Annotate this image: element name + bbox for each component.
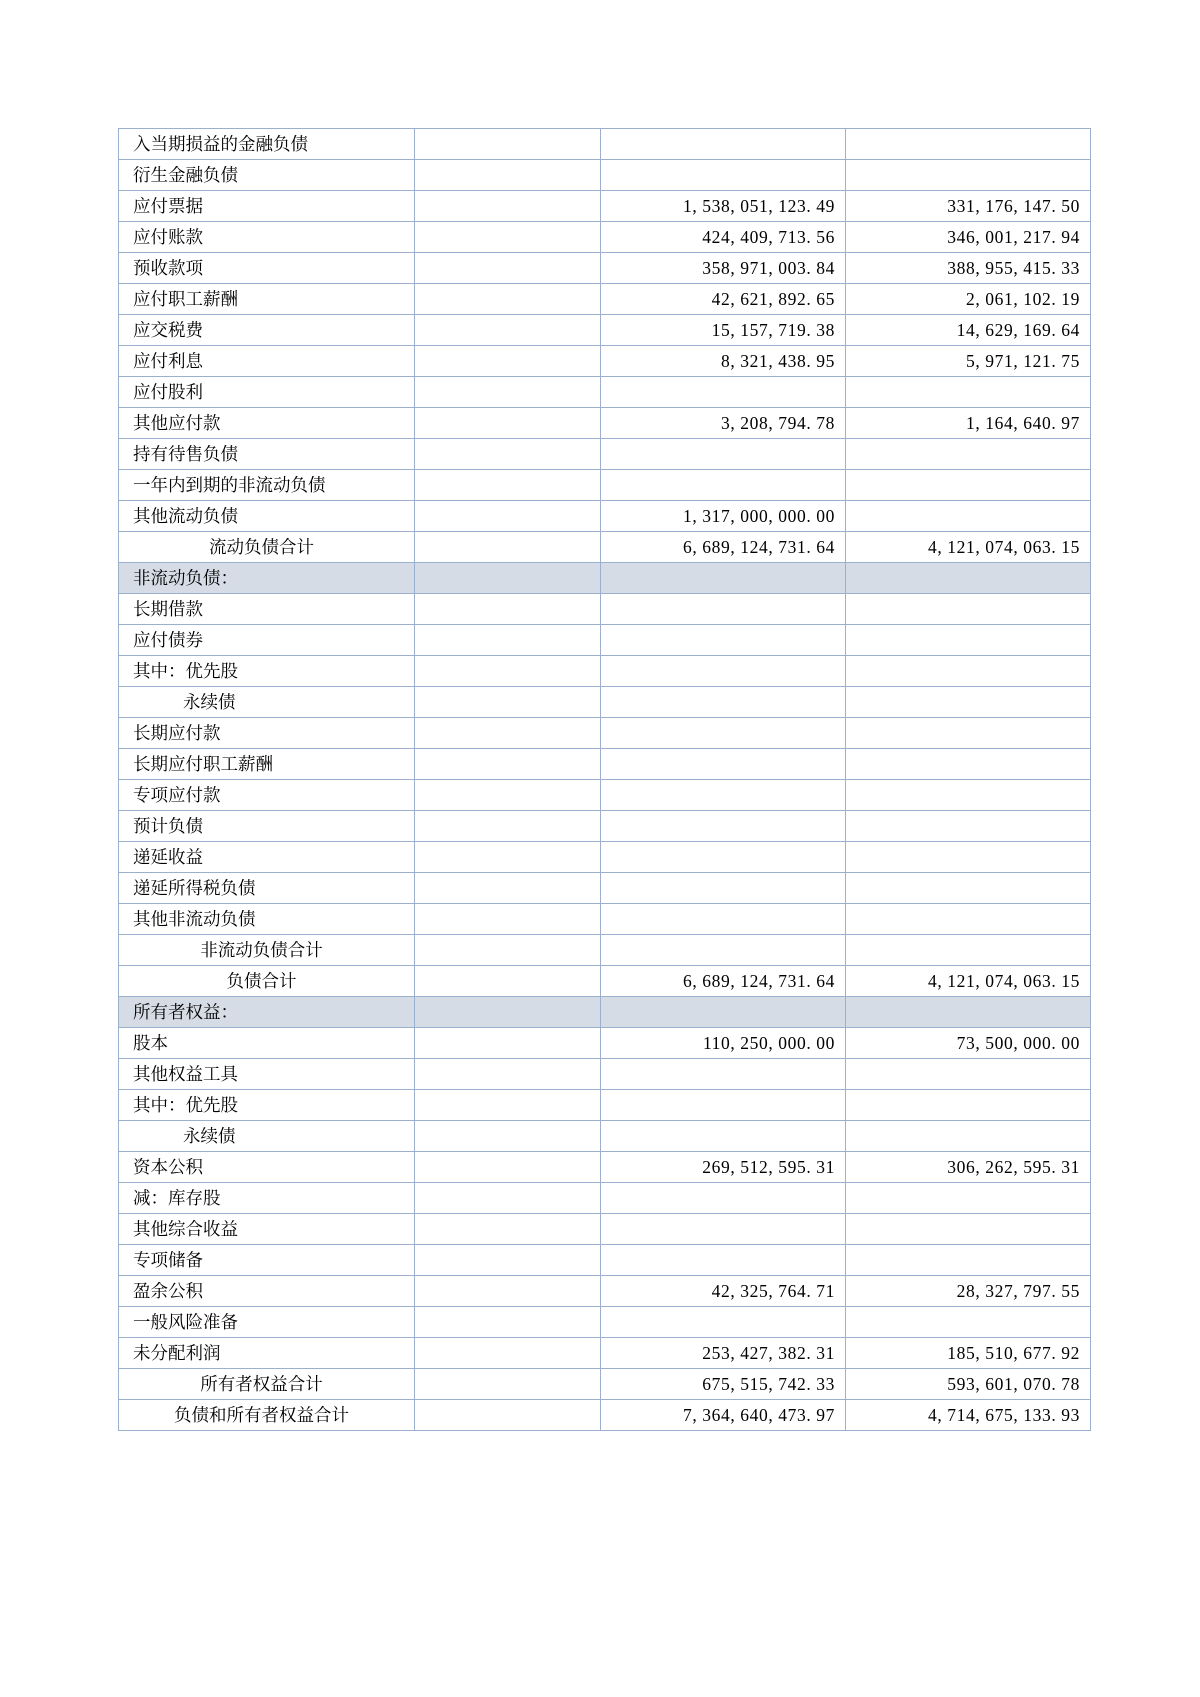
row-label: 其中：优先股	[119, 1090, 415, 1121]
row-note	[415, 191, 601, 222]
row-amount-previous: 4, 121, 074, 063. 15	[846, 966, 1091, 997]
row-label: 所有者权益合计	[119, 1369, 415, 1400]
table-row	[119, 284, 1091, 315]
row-amount-current: 269, 512, 595. 31	[601, 1152, 846, 1183]
row-amount-current	[601, 1090, 846, 1121]
row-note	[415, 811, 601, 842]
row-note	[415, 1307, 601, 1338]
table-row	[119, 873, 1091, 904]
row-amount-current: 42, 325, 764. 71	[601, 1276, 846, 1307]
table-row	[119, 315, 1091, 346]
row-amount-current: 7, 364, 640, 473. 97	[601, 1400, 846, 1431]
row-amount-current	[601, 625, 846, 656]
row-note	[415, 966, 601, 997]
row-label: 负债合计	[119, 966, 415, 997]
row-amount-previous	[846, 873, 1091, 904]
row-amount-current: 253, 427, 382. 31	[601, 1338, 846, 1369]
table-row	[119, 129, 1091, 160]
row-label: 盈余公积	[119, 1276, 415, 1307]
row-label: 应付职工薪酬	[119, 284, 415, 315]
row-note	[415, 873, 601, 904]
table-row	[119, 563, 1091, 594]
table-row	[119, 904, 1091, 935]
row-amount-current: 15, 157, 719. 38	[601, 315, 846, 346]
row-amount-previous: 388, 955, 415. 33	[846, 253, 1091, 284]
row-amount-current	[601, 1183, 846, 1214]
row-amount-current	[601, 997, 846, 1028]
table-row	[119, 1121, 1091, 1152]
row-note	[415, 470, 601, 501]
row-amount-previous	[846, 470, 1091, 501]
row-amount-previous: 4, 121, 074, 063. 15	[846, 532, 1091, 563]
row-amount-previous	[846, 718, 1091, 749]
table-row	[119, 1028, 1091, 1059]
table-row	[119, 408, 1091, 439]
row-amount-current	[601, 687, 846, 718]
row-label: 应交税费	[119, 315, 415, 346]
row-label: 非流动负债：	[119, 563, 415, 594]
table-row	[119, 1369, 1091, 1400]
row-note	[415, 718, 601, 749]
table-row	[119, 160, 1091, 191]
row-amount-current	[601, 749, 846, 780]
row-note	[415, 935, 601, 966]
table-row	[119, 377, 1091, 408]
table-row	[119, 253, 1091, 284]
row-note	[415, 1090, 601, 1121]
table-row	[119, 346, 1091, 377]
row-amount-previous: 5, 971, 121. 75	[846, 346, 1091, 377]
row-amount-previous: 73, 500, 000. 00	[846, 1028, 1091, 1059]
row-label: 其他流动负债	[119, 501, 415, 532]
row-note	[415, 656, 601, 687]
row-amount-previous	[846, 563, 1091, 594]
row-amount-previous	[846, 377, 1091, 408]
row-note	[415, 1121, 601, 1152]
row-note	[415, 749, 601, 780]
table-row	[119, 966, 1091, 997]
row-label: 递延所得税负债	[119, 873, 415, 904]
row-label: 应付票据	[119, 191, 415, 222]
table-row	[119, 935, 1091, 966]
table-row	[119, 439, 1091, 470]
row-amount-current	[601, 377, 846, 408]
row-label: 长期应付款	[119, 718, 415, 749]
row-label: 资本公积	[119, 1152, 415, 1183]
table-row	[119, 594, 1091, 625]
row-note	[415, 997, 601, 1028]
row-note	[415, 1059, 601, 1090]
row-amount-previous: 28, 327, 797. 55	[846, 1276, 1091, 1307]
table-row	[119, 501, 1091, 532]
row-label: 负债和所有者权益合计	[119, 1400, 415, 1431]
row-amount-previous: 4, 714, 675, 133. 93	[846, 1400, 1091, 1431]
row-amount-current	[601, 718, 846, 749]
row-amount-previous: 2, 061, 102. 19	[846, 284, 1091, 315]
row-amount-current	[601, 439, 846, 470]
row-amount-current: 6, 689, 124, 731. 64	[601, 532, 846, 563]
row-amount-current	[601, 1245, 846, 1276]
row-amount-previous: 346, 001, 217. 94	[846, 222, 1091, 253]
row-label: 未分配利润	[119, 1338, 415, 1369]
row-note	[415, 377, 601, 408]
row-amount-current	[601, 656, 846, 687]
row-amount-current: 1, 538, 051, 123. 49	[601, 191, 846, 222]
row-amount-current	[601, 935, 846, 966]
row-note	[415, 594, 601, 625]
row-label: 其他权益工具	[119, 1059, 415, 1090]
table-row	[119, 687, 1091, 718]
row-note	[415, 253, 601, 284]
row-amount-previous	[846, 1090, 1091, 1121]
row-label: 应付账款	[119, 222, 415, 253]
row-note	[415, 129, 601, 160]
row-note	[415, 222, 601, 253]
table-row	[119, 191, 1091, 222]
table-row	[119, 1214, 1091, 1245]
row-label: 预收款项	[119, 253, 415, 284]
row-label: 其他综合收益	[119, 1214, 415, 1245]
row-amount-previous	[846, 129, 1091, 160]
row-amount-current	[601, 470, 846, 501]
row-note	[415, 842, 601, 873]
row-amount-previous	[846, 749, 1091, 780]
row-label: 非流动负债合计	[119, 935, 415, 966]
row-label: 入当期损益的金融负债	[119, 129, 415, 160]
row-label: 应付股利	[119, 377, 415, 408]
row-note	[415, 563, 601, 594]
row-label: 永续债	[119, 687, 415, 718]
row-amount-current	[601, 1307, 846, 1338]
row-amount-current: 8, 321, 438. 95	[601, 346, 846, 377]
row-note	[415, 1369, 601, 1400]
row-amount-previous: 185, 510, 677. 92	[846, 1338, 1091, 1369]
row-amount-current: 675, 515, 742. 33	[601, 1369, 846, 1400]
row-amount-current	[601, 904, 846, 935]
row-note	[415, 501, 601, 532]
row-amount-current: 358, 971, 003. 84	[601, 253, 846, 284]
row-label: 应付利息	[119, 346, 415, 377]
row-label: 长期应付职工薪酬	[119, 749, 415, 780]
row-label: 一年内到期的非流动负债	[119, 470, 415, 501]
row-note	[415, 408, 601, 439]
row-label: 专项应付款	[119, 780, 415, 811]
row-amount-current	[601, 1214, 846, 1245]
row-note	[415, 780, 601, 811]
row-note	[415, 687, 601, 718]
row-note	[415, 160, 601, 191]
row-amount-previous	[846, 1059, 1091, 1090]
row-label: 其他非流动负债	[119, 904, 415, 935]
row-amount-current	[601, 129, 846, 160]
row-note	[415, 1214, 601, 1245]
row-label: 应付债券	[119, 625, 415, 656]
row-label: 递延收益	[119, 842, 415, 873]
row-label: 预计负债	[119, 811, 415, 842]
row-amount-previous: 593, 601, 070. 78	[846, 1369, 1091, 1400]
row-label: 其他应付款	[119, 408, 415, 439]
row-note	[415, 1276, 601, 1307]
table-row	[119, 997, 1091, 1028]
row-amount-previous	[846, 1214, 1091, 1245]
row-note	[415, 1152, 601, 1183]
table-row	[119, 1338, 1091, 1369]
row-note	[415, 532, 601, 563]
table-row	[119, 1090, 1091, 1121]
row-amount-current: 6, 689, 124, 731. 64	[601, 966, 846, 997]
table-row	[119, 780, 1091, 811]
row-amount-previous	[846, 687, 1091, 718]
table-row	[119, 1152, 1091, 1183]
table-row	[119, 1276, 1091, 1307]
row-amount-current: 424, 409, 713. 56	[601, 222, 846, 253]
row-label: 股本	[119, 1028, 415, 1059]
table-row	[119, 749, 1091, 780]
row-amount-previous: 14, 629, 169. 64	[846, 315, 1091, 346]
row-label: 长期借款	[119, 594, 415, 625]
table-row	[119, 1183, 1091, 1214]
row-label: 持有待售负债	[119, 439, 415, 470]
row-label: 永续债	[119, 1121, 415, 1152]
row-label: 所有者权益：	[119, 997, 415, 1028]
row-amount-current: 3, 208, 794. 78	[601, 408, 846, 439]
row-amount-current	[601, 842, 846, 873]
row-note	[415, 439, 601, 470]
row-amount-previous	[846, 1183, 1091, 1214]
table-row	[119, 842, 1091, 873]
row-note	[415, 1183, 601, 1214]
row-amount-current	[601, 160, 846, 191]
row-amount-current	[601, 1121, 846, 1152]
row-note	[415, 1338, 601, 1369]
row-label: 其中：优先股	[119, 656, 415, 687]
row-label: 流动负债合计	[119, 532, 415, 563]
row-amount-previous	[846, 160, 1091, 191]
row-note	[415, 1400, 601, 1431]
row-note	[415, 346, 601, 377]
row-amount-previous	[846, 1245, 1091, 1276]
row-label: 专项储备	[119, 1245, 415, 1276]
row-note	[415, 284, 601, 315]
row-amount-current	[601, 811, 846, 842]
row-amount-previous	[846, 656, 1091, 687]
row-amount-current	[601, 780, 846, 811]
balance-sheet-table	[118, 128, 1091, 1431]
row-amount-previous	[846, 501, 1091, 532]
row-amount-previous	[846, 780, 1091, 811]
row-note	[415, 904, 601, 935]
row-amount-current: 42, 621, 892. 65	[601, 284, 846, 315]
table-row	[119, 1245, 1091, 1276]
row-amount-previous	[846, 594, 1091, 625]
row-amount-previous: 331, 176, 147. 50	[846, 191, 1091, 222]
row-amount-previous: 306, 262, 595. 31	[846, 1152, 1091, 1183]
row-note	[415, 315, 601, 346]
row-amount-previous: 1, 164, 640. 97	[846, 408, 1091, 439]
table-row	[119, 1400, 1091, 1431]
row-label: 衍生金融负债	[119, 160, 415, 191]
row-note	[415, 1245, 601, 1276]
row-amount-previous	[846, 842, 1091, 873]
table-row	[119, 532, 1091, 563]
row-amount-current	[601, 873, 846, 904]
table-row	[119, 656, 1091, 687]
row-amount-previous	[846, 625, 1091, 656]
row-amount-previous	[846, 1121, 1091, 1152]
table-row	[119, 222, 1091, 253]
row-label: 一般风险准备	[119, 1307, 415, 1338]
row-amount-previous	[846, 935, 1091, 966]
row-amount-current: 1, 317, 000, 000. 00	[601, 501, 846, 532]
table-row	[119, 1059, 1091, 1090]
row-amount-current	[601, 594, 846, 625]
balance-sheet-body	[119, 129, 1091, 1431]
row-note	[415, 625, 601, 656]
row-label: 减：库存股	[119, 1183, 415, 1214]
row-amount-previous	[846, 811, 1091, 842]
table-row	[119, 470, 1091, 501]
row-amount-previous	[846, 997, 1091, 1028]
table-row	[119, 718, 1091, 749]
table-row	[119, 1307, 1091, 1338]
row-amount-previous	[846, 439, 1091, 470]
row-amount-current: 110, 250, 000. 00	[601, 1028, 846, 1059]
row-note	[415, 1028, 601, 1059]
row-amount-current	[601, 1059, 846, 1090]
row-amount-current	[601, 563, 846, 594]
table-row	[119, 625, 1091, 656]
row-amount-previous	[846, 904, 1091, 935]
row-amount-previous	[846, 1307, 1091, 1338]
table-row	[119, 811, 1091, 842]
